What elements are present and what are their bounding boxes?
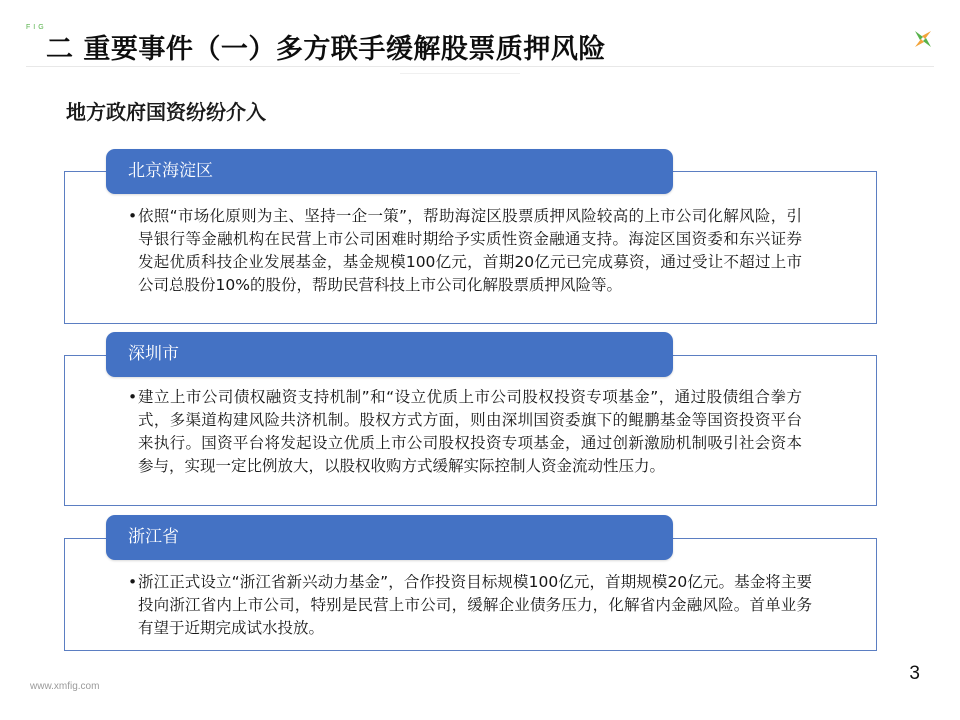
page-title: 二 重要事件（一）多方联手缓解股票质押风险: [46, 34, 606, 65]
section-body-zhejiang: [128, 571, 812, 640]
tab-zhejiang: 浙江省: [106, 515, 673, 560]
footer-url: www.xmfig.com: [30, 681, 100, 692]
tab-beijing-haidian: 北京海淀区: [106, 149, 673, 194]
title-divider: [26, 66, 934, 67]
brand-mark: FIG: [26, 24, 47, 31]
list-item: [128, 205, 802, 297]
section-subtitle: 地方政府国资纷纷介入: [66, 100, 266, 124]
xmfig-logo-icon: [912, 28, 934, 50]
bullet-marker: •: [128, 388, 138, 406]
list-item: [128, 571, 812, 640]
section-text: 建立上市公司债权融资支持机制”和“设立优质上市公司股权投资专项基金”，通过股债组合拳方式，多渠道构建风险共济机制。股权方式方面，则由深圳国资委旗下的鲲鹏基金等国资投资平台来执行。国资平台将发起设立优质上市公司股权投资专项基金，通过创新激励机制吸引社会资本参与，实现一定比例放大，以股权收购方式缓解实际控制人资金流动性压力。: [138, 388, 802, 475]
bullet-marker: •: [128, 207, 138, 225]
section-text: 依照“市场化原则为主、坚持一企一策”，帮助海淀区股票质押风险较高的上市公司化解风险，引导银行等金融机构在民营上市公司困难时期给予实质性资金融通支持。海淀区国资委和东兴证券发起优质科技企业发展基金，基金规模100亿元，首期20亿元已完成募资，通过受让不超过上市公司总股份10%的股份，帮助民营科技上市公司化解股票质押风险等。: [138, 207, 802, 294]
bullet-marker: •: [128, 573, 138, 591]
tab-shenzhen: 深圳市: [106, 332, 673, 377]
title-divider-accent: [400, 73, 520, 74]
page-number: 3: [909, 663, 920, 684]
section-text: 浙江正式设立“浙江省新兴动力基金”，合作投资目标规模100亿元，首期规模20亿元。基金将主要投向浙江省内上市公司，特别是民营上市公司，缓解企业债务压力，化解省内金融风险。首单业务有望于近期完成试水投放。: [138, 573, 812, 637]
section-body-beijing: [128, 205, 802, 297]
section-body-shenzhen: [128, 386, 802, 478]
list-item: [128, 386, 802, 478]
